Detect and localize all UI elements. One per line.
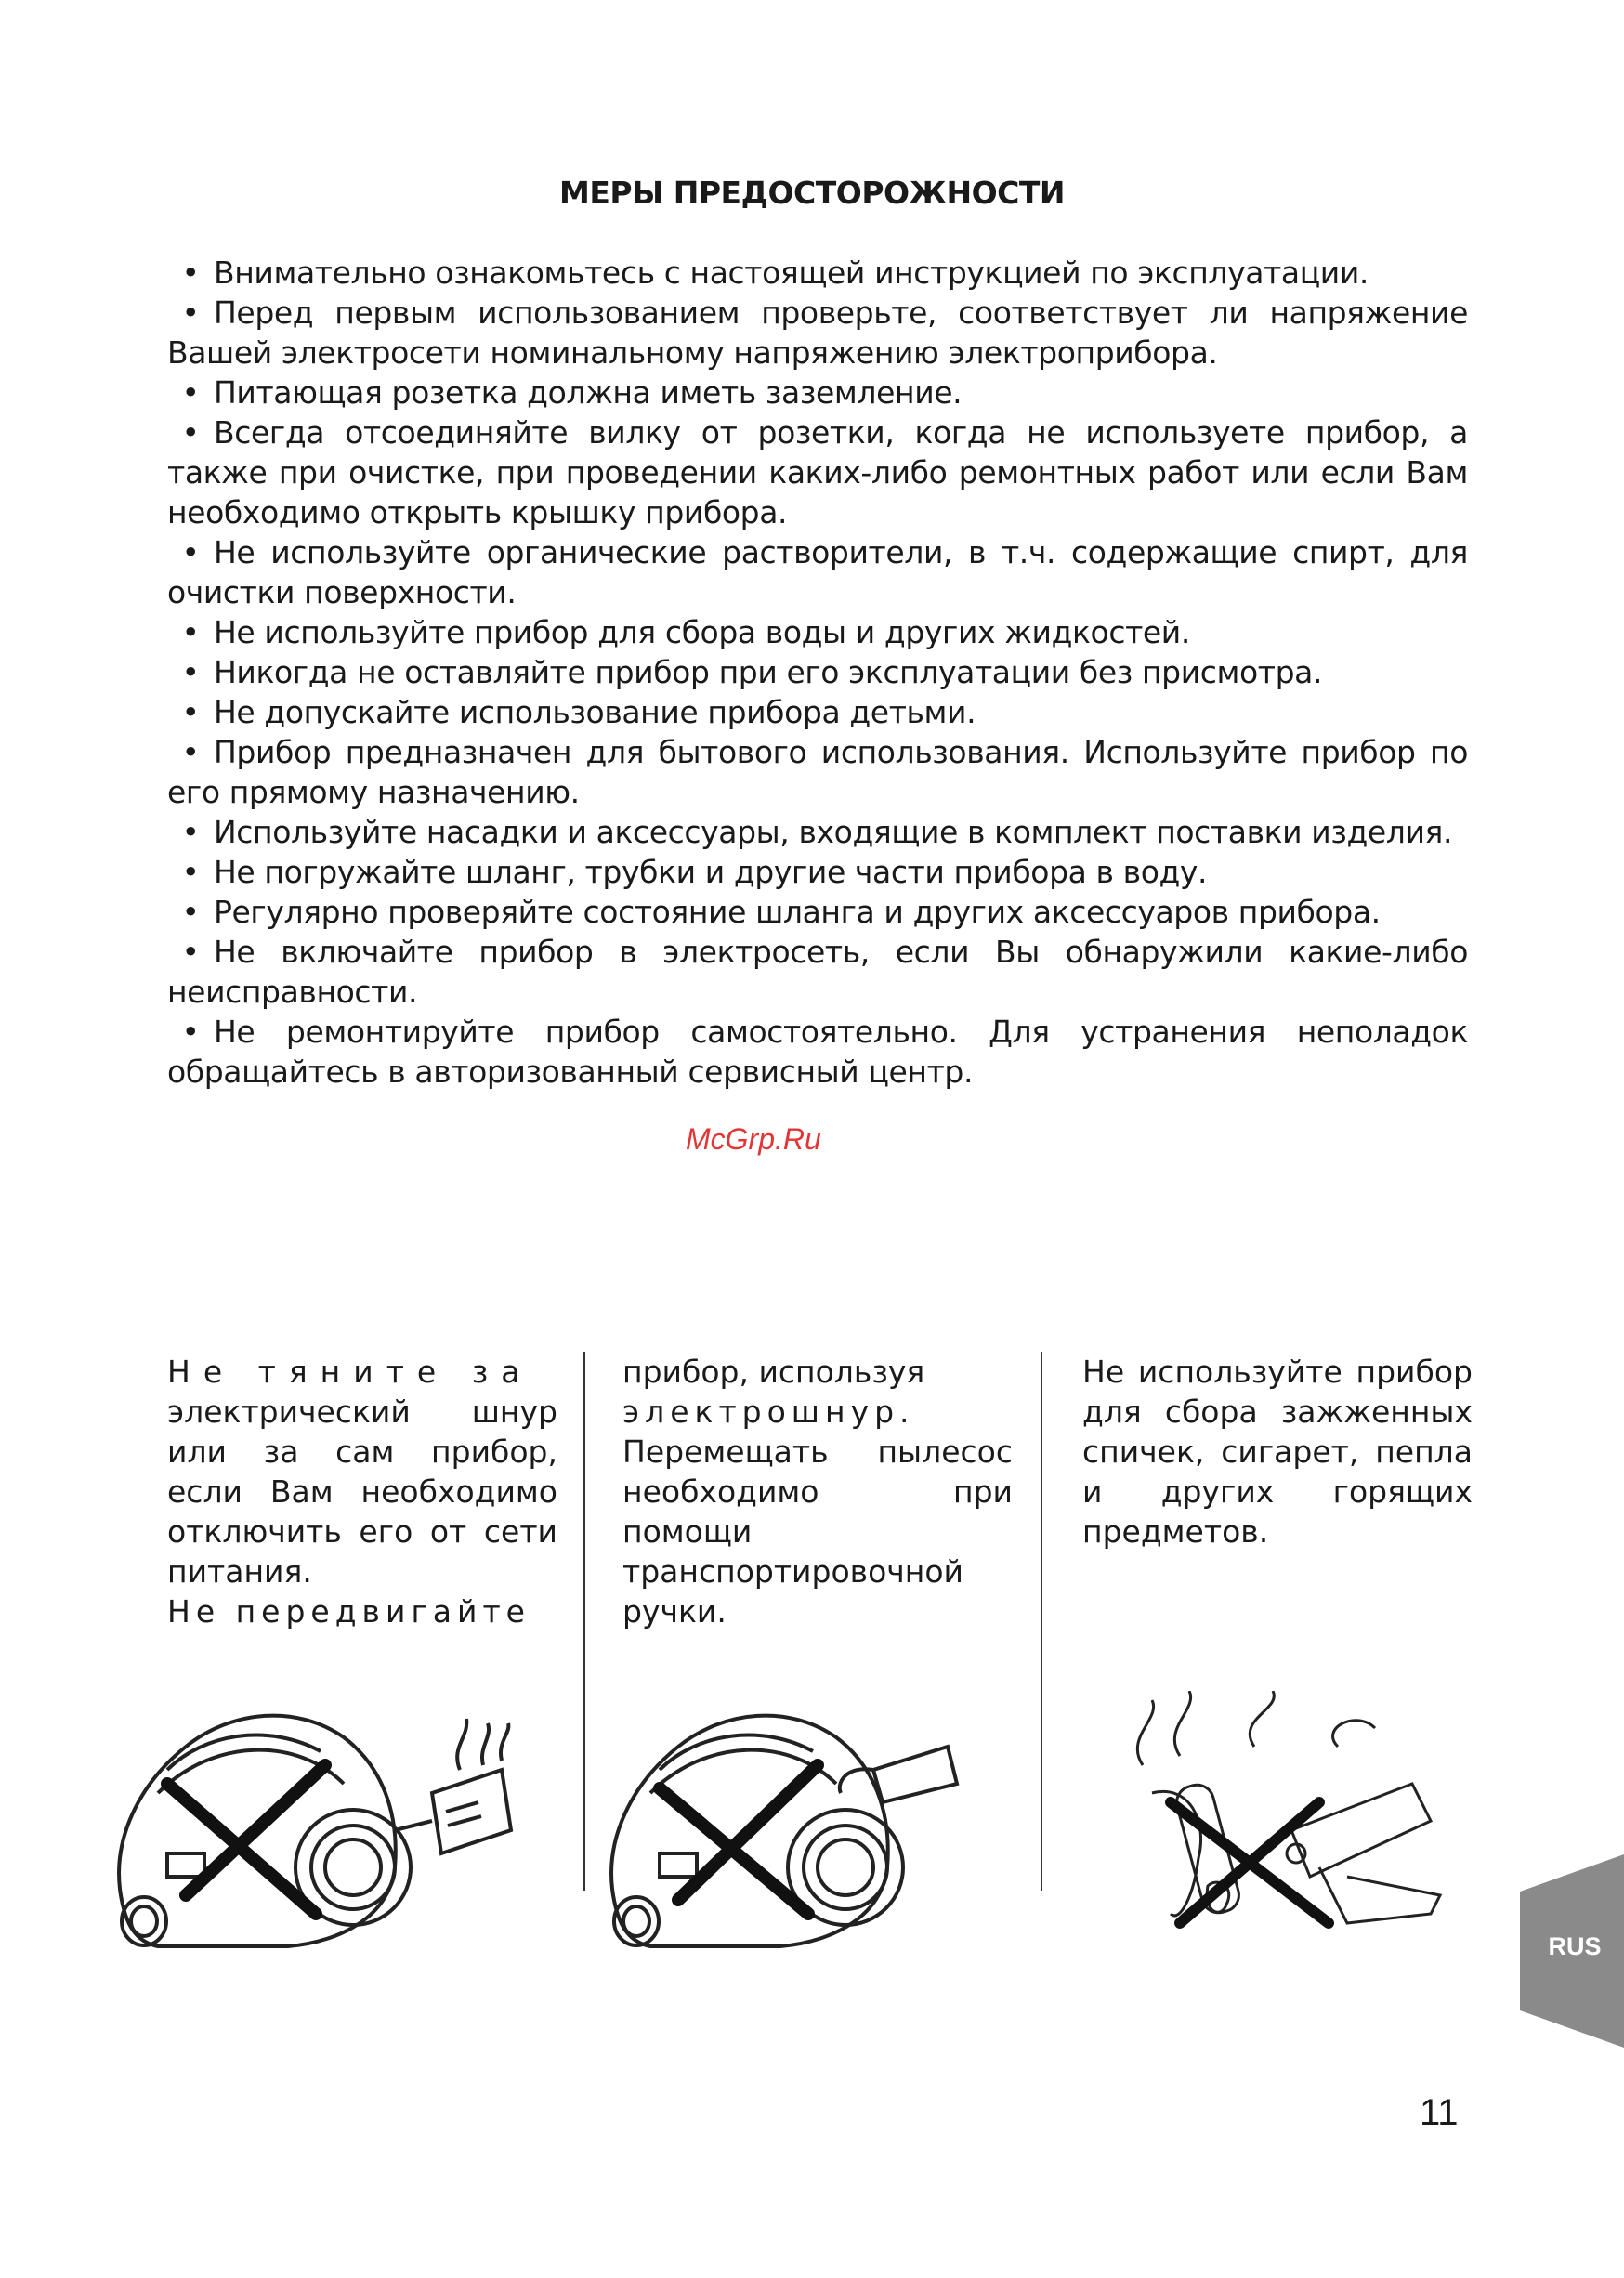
precaution-text: Перед первым использованием проверьте, соответствует ли напряжение Вашей электросети номинальному напряжению электроприбора. [167,295,1468,371]
precaution-item [167,532,1468,612]
bullet-icon: • [181,255,200,291]
bullet-icon: • [181,694,200,730]
precaution-text: Используйте насадки и аксессуары, входящие в комплект поставки изделия. [214,814,1453,850]
precaution-item [167,692,1468,732]
precaution-text: Никогда не оставляйте прибор при его эксплуатации без присмотра. [214,654,1323,690]
language-tab-label: RUS [1548,1932,1602,1960]
vacuum-crossed-plug-icon [595,1682,1059,1960]
precaution-text: Регулярно проверяйте состояние шланга и других аксессуаров прибора. [214,894,1381,930]
bullet-icon: • [181,854,200,890]
bullet-icon: • [181,374,200,411]
precaution-text: Не допускайте использование прибора детьми. [214,694,976,730]
bullet-icon: • [181,734,200,770]
col2-text: Перемещать пылесос необходимо при помощи транспортировочной ручки. [622,1434,1013,1630]
col1-line-a: Не тяните за [167,1354,533,1390]
precaution-text: Не используйте органические растворители, в т.ч. содержащие спирт, для очистки поверхности. [167,534,1468,610]
precaution-item [167,812,1468,852]
bullet-icon: • [181,814,200,850]
precaution-text: Не включайте прибор в электросеть, если Вы обнаружили какие-либо неисправности. [167,934,1468,1010]
bullet-icon: • [181,654,200,690]
page-number: 11 [1420,2092,1459,2133]
precaution-item [167,253,1468,293]
col2-line-a: прибор, используя [622,1354,925,1390]
precaution-text: Питающая розетка должна иметь заземление. [214,374,963,411]
precaution-text: Не ремонтируйте прибор самостоятельно. Для устранения неполадок обращайтесь в авторизованный сервисный центр. [167,1014,1468,1090]
precaution-text: Прибор предназначен для бытового использования. Используйте прибор по его прямому назначению. [167,734,1468,810]
precaution-item [167,612,1468,652]
warning-column-burning: Не используйте прибор для сбора зажженных спичек, сигарет, пепла и других горящих предметов. [1082,1354,1473,1550]
precaution-text: Внимательно ознакомьтесь с настоящей инструкцией по эксплуатации. [214,255,1369,291]
watermark: McGrp.Ru [686,1122,821,1156]
precaution-item [167,852,1468,892]
col1-line-c: Не передвигайте [167,1593,530,1630]
vacuum-crossed-heater-icon [102,1682,567,1960]
col2-line-b: электрошнур. [622,1394,915,1430]
precaution-item [167,932,1468,1012]
precaution-item [167,892,1468,932]
bullet-icon: • [181,894,200,930]
precaution-item [167,293,1468,373]
precaution-item [167,1012,1468,1092]
precaution-item [167,652,1468,692]
bullet-icon: • [181,614,200,650]
precaution-text: Всегда отсоединяйте вилку от розетки, когда не используете прибор, а также при очистке, при проведении каких-либо ремонтных работ или если Вам необходимо открыть крышку прибора. [167,414,1468,530]
precaution-item [167,412,1468,532]
column-divider [583,1352,585,1891]
precaution-text: Не погружайте шланг, трубки и другие части прибора в воду. [214,854,1208,890]
bullet-icon: • [181,414,200,451]
precaution-text: Не используйте прибор для сбора воды и других жидкостей. [214,614,1190,650]
precautions-list [167,253,1468,1092]
precaution-item [167,732,1468,812]
warning-column-move [622,1352,1013,1631]
col1-text: электрический шнур или за сам прибор, если Вам необходимо отключить его от сети питания. [167,1394,557,1590]
bullet-icon: • [181,1014,200,1050]
cigarettes-crossed-icon [1106,1691,1459,1951]
bullet-icon: • [181,934,200,970]
bullet-icon: • [181,534,200,570]
precaution-item [167,373,1468,412]
page-title: МЕРЫ ПРЕДОСТОРОЖНОСТИ [559,175,1065,211]
bullet-icon: • [181,295,200,331]
warning-column-cord [167,1352,557,1631]
